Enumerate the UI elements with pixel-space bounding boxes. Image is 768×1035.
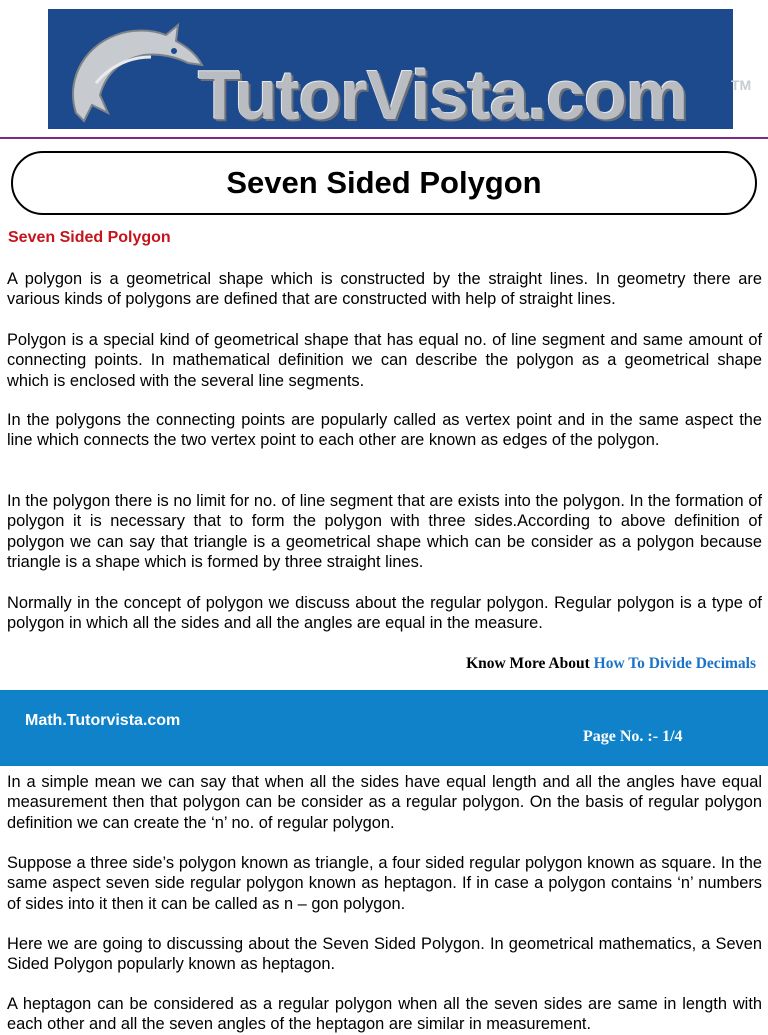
footer-page-number: Page No. :- 1/4: [583, 728, 683, 745]
header-divider: [0, 137, 768, 139]
logo-text: TutorVista.com: [198, 56, 688, 134]
footer-band: [0, 690, 768, 766]
paragraph-8: Here we are going to discussing about the Seven Sided Polygon. In geometrical mathematics, a Seven Sided Polygon popularly known as heptagon.: [7, 935, 762, 974]
dolphin-logo-icon: [56, 13, 206, 128]
know-more-link[interactable]: How To Divide Decimals: [593, 655, 756, 672]
paragraph-6: In a simple mean we can say that when all the sides have equal length and all the angles have equal measurement then that polygon can be consider as a regular polygon. On the basis of regular polygon definition we can create the ‘n’ no. of regular polygon.: [7, 773, 762, 832]
paragraph-1: A polygon is a geometrical shape which is constructed by the straight lines. In geometry there are various kinds of polygons are defined that are constructed with help of straight lines.: [7, 270, 762, 309]
paragraph-2: Polygon is a special kind of geometrical shape that has equal no. of line segment and same amount of connecting points. In mathematical definition we can describe the polygon as a geometrical shape which is enclosed with the several line segments.: [7, 331, 762, 390]
paragraph-7: Suppose a three side’s polygon known as triangle, a four sided regular polygon known as square. In the same aspect seven side regular polygon known as heptagon. If in case a polygon contains ‘n’ numbers of sides into it then it can be called as n – gon polygon.: [7, 854, 762, 913]
paragraph-9: A heptagon can be considered as a regular polygon when all the seven sides are same in length with each other and all the seven angles of the heptagon are similar in measurement.: [7, 995, 762, 1034]
paragraph-3: In the polygons the connecting points are popularly called as vertex point and in the same aspect the line which connects the two vertex point to each other are known as edges of the polygon.: [7, 411, 762, 450]
title-box: [11, 151, 757, 215]
know-more-lead: Know More About: [466, 655, 590, 672]
page-title: Seven Sided Polygon: [226, 165, 542, 200]
logo-trademark: TM: [731, 77, 752, 93]
header-banner: [48, 9, 752, 134]
section-subheading: Seven Sided Polygon: [8, 229, 171, 246]
paragraph-5: Normally in the concept of polygon we discuss about the regular polygon. Regular polygon is a type of polygon in which all the sides and all the angles are equal in the measure.: [7, 594, 762, 633]
paragraph-4: In the polygon there is no limit for no. of line segment that are exists into the polygon. In the formation of polygon it is necessary that to form the polygon with three sides.According to above definition of polygon we can say that triangle is a geometrical shape which can be consider as a polygon because triangle is a shape which is formed by three straight lines.: [7, 492, 762, 572]
know-more-line: [466, 655, 756, 673]
footer-site-name: Math.Tutorvista.com: [25, 712, 181, 729]
